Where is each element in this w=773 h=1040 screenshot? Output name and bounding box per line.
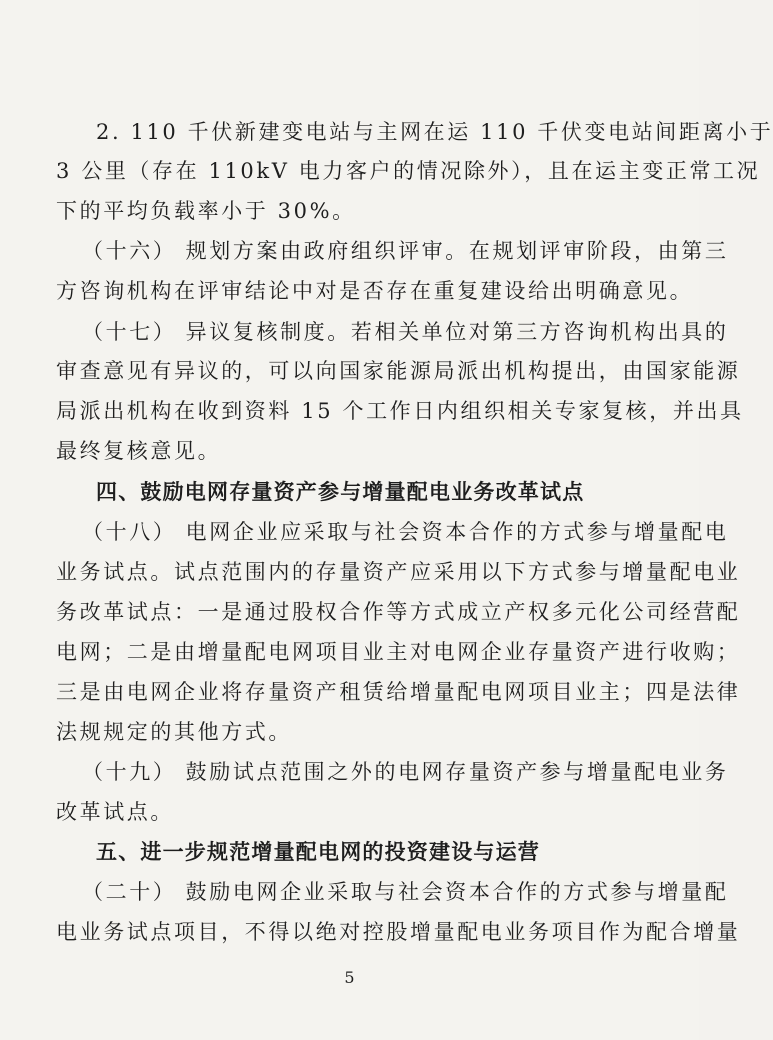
text-line: 审查意见有异议的，可以向国家能源局派出机构提出，由国家能源 bbox=[56, 359, 741, 383]
text-line: 法规规定的其他方式。 bbox=[56, 720, 292, 744]
text-line: （十六） 规划方案由政府组织评审。在规划评审阶段，由第三 bbox=[82, 239, 729, 263]
text-line: 三是由电网企业将存量资产租赁给增量配电网项目业主；四是法律 bbox=[56, 680, 741, 704]
text-line: （十九） 鼓励试点范围之外的电网存量资产参与增量配电业务 bbox=[82, 760, 729, 784]
text-line: （十八） 电网企业应采取与社会资本合作的方式参与增量配电 bbox=[82, 520, 729, 544]
text-line: 电业务试点项目，不得以绝对控股增量配电业务项目作为配合增量 bbox=[56, 920, 741, 944]
text-line: 务改革试点：一是通过股权合作等方式成立产权多元化公司经营配 bbox=[56, 600, 741, 624]
text-line: 业务试点。试点范围内的存量资产应采用以下方式参与增量配电业 bbox=[56, 560, 741, 584]
text-line: 改革试点。 bbox=[56, 800, 174, 824]
text-line: 最终复核意见。 bbox=[56, 439, 222, 463]
section-heading: 五、进一步规范增量配电网的投资建设与运营 bbox=[96, 840, 540, 864]
text-line: （二十） 鼓励电网企业采取与社会资本合作的方式参与增量配 bbox=[82, 880, 729, 904]
section-heading: 四、鼓励电网存量资产参与增量配电业务改革试点 bbox=[96, 480, 585, 504]
text-line: 下的平均负载率小于 30%。 bbox=[56, 199, 356, 223]
text-line: 电网；二是由增量配电网项目业主对电网企业存量资产进行收购； bbox=[56, 640, 741, 664]
text-line: 2. 110 千伏新建变电站与主网在运 110 千伏变电站间距离小于 bbox=[96, 120, 773, 144]
page-number: 5 bbox=[344, 968, 355, 987]
text-line: 局派出机构在收到资料 15 个工作日内组织相关专家复核，并出具 bbox=[56, 399, 744, 423]
text-line: 3 公里（存在 110kV 电力客户的情况除外），且在运主变正常工况 bbox=[56, 159, 761, 183]
text-line: 方咨询机构在评审结论中对是否存在重复建设给出明确意见。 bbox=[56, 279, 694, 303]
text-line: （十七） 异议复核制度。若相关单位对第三方咨询机构出具的 bbox=[82, 320, 729, 344]
